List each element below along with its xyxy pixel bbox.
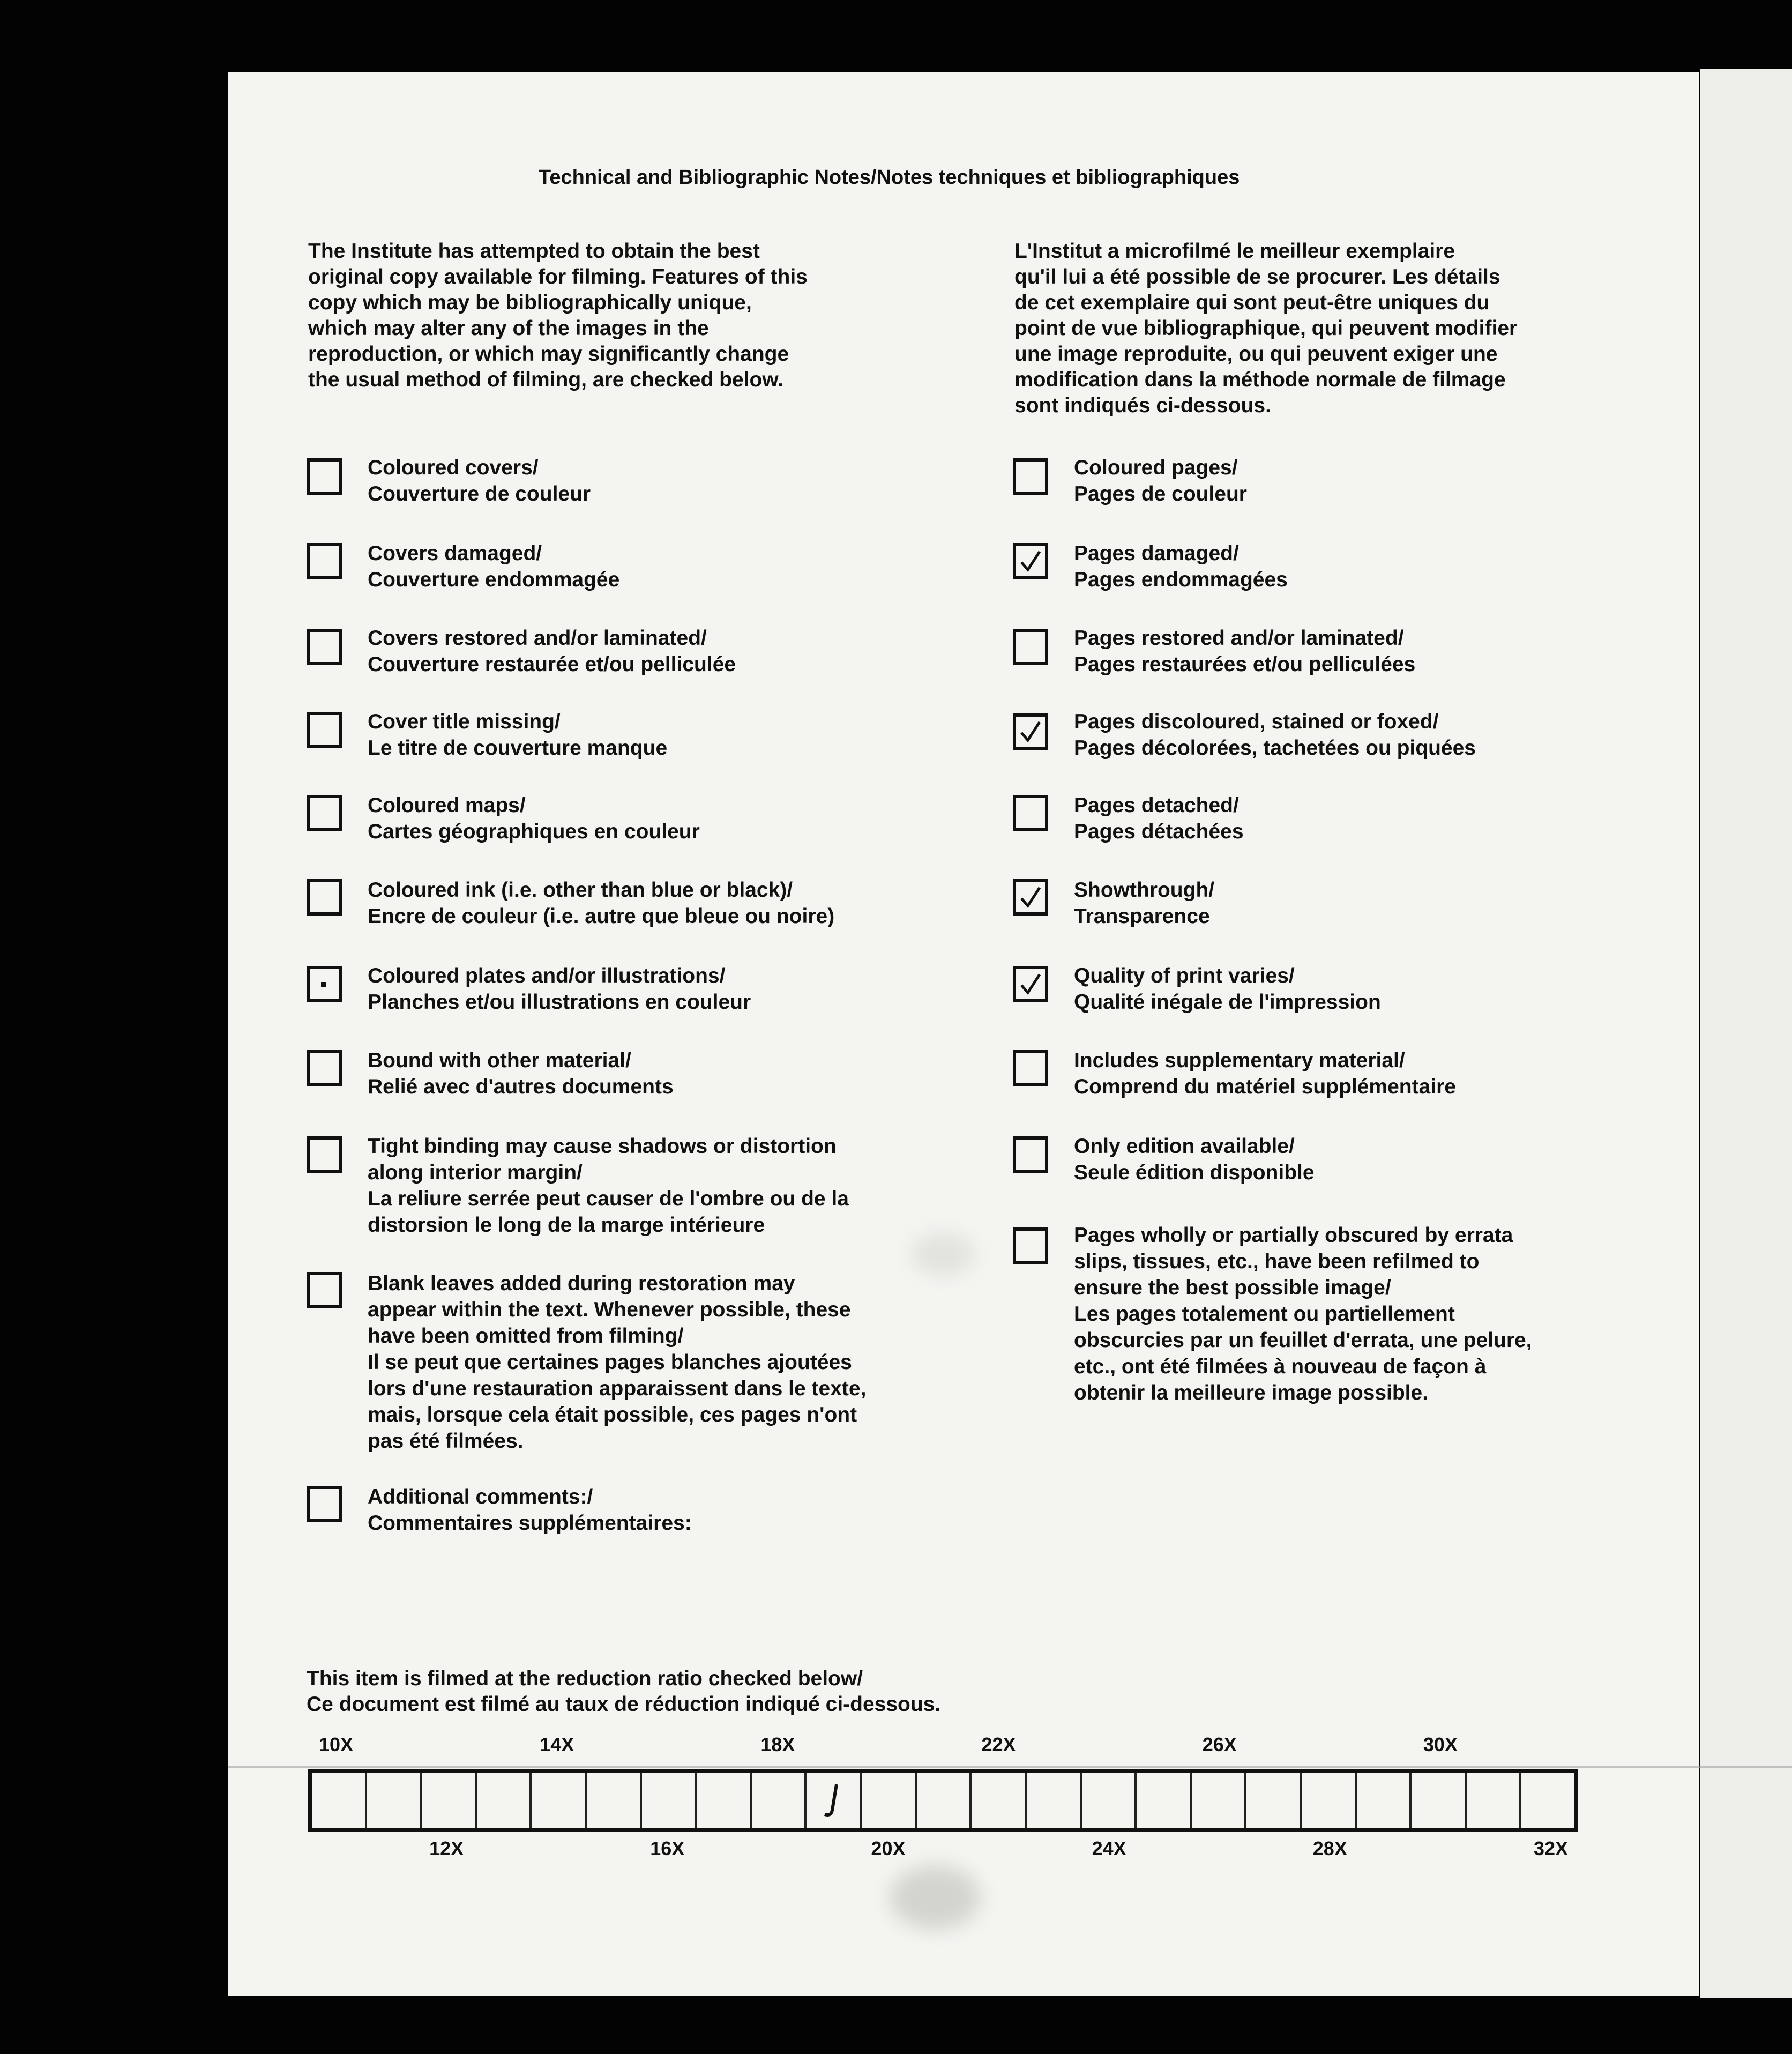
- item-line: lors d'une restauration apparaissent dans le texte,: [368, 1377, 867, 1400]
- item-line: Pages damaged/: [1074, 542, 1239, 565]
- item-line: Covers damaged/: [368, 542, 542, 565]
- checkbox[interactable]: [1013, 458, 1048, 495]
- item-line: pas été filmées.: [368, 1430, 524, 1453]
- intro-line: L'Institut a microfilmé le meilleur exemplaire: [1014, 240, 1455, 263]
- item-line: Bound with other material/: [368, 1049, 631, 1072]
- ratio-cell[interactable]: [422, 1773, 477, 1828]
- intro-line: original copy available for filming. Features of this: [308, 265, 808, 288]
- checklist-item-label: [368, 1047, 674, 1100]
- item-line: Il se peut que certaines pages blanches ajoutées: [368, 1351, 852, 1374]
- item-line: Pages detached/: [1074, 794, 1239, 817]
- checklist-item-label: [368, 455, 591, 507]
- checkbox[interactable]: [1013, 1136, 1048, 1173]
- adjacent-page-edge: [1700, 69, 1792, 1998]
- checklist-item-label: [1074, 709, 1476, 761]
- ratio-label: 22X: [981, 1733, 1016, 1755]
- item-line: mais, lorsque cela était possible, ces pages n'ont: [368, 1403, 857, 1426]
- intro-line: qu'il lui a été possible de se procurer. Les détails: [1014, 265, 1500, 288]
- intro-line: which may alter any of the images in the: [308, 317, 709, 340]
- item-line: Pages wholly or partially obscured by errata: [1074, 1224, 1513, 1247]
- ratio-cell[interactable]: [1137, 1773, 1192, 1828]
- ratio-label: 20X: [871, 1837, 906, 1859]
- checkbox-checked[interactable]: [1013, 966, 1048, 1002]
- ratio-cell[interactable]: [752, 1773, 807, 1828]
- checklist-item-label: [368, 540, 619, 593]
- checkbox[interactable]: [307, 1486, 342, 1522]
- checklist-item-label: [368, 1484, 692, 1536]
- checklist-item-label: [1074, 792, 1244, 845]
- reduction-ratio-scale: [308, 1769, 1578, 1832]
- checklist-item-label: [1074, 540, 1288, 593]
- ratio-label: 14X: [540, 1733, 574, 1755]
- ratio-cell[interactable]: [972, 1773, 1027, 1828]
- intro-french: [1014, 239, 1517, 419]
- item-line: Blank leaves added during restoration may: [368, 1272, 795, 1295]
- ratio-label: 16X: [650, 1837, 685, 1859]
- checkbox[interactable]: [307, 712, 342, 748]
- item-line: Pages discoloured, stained or foxed/: [1074, 710, 1439, 733]
- item-line: Coloured covers/: [368, 456, 539, 479]
- item-line: obtenir la meilleure image possible.: [1074, 1381, 1429, 1404]
- intro-line: copy which may be bibliographically unique,: [308, 291, 752, 314]
- ratio-cell[interactable]: [917, 1773, 972, 1828]
- item-line: Pages de couleur: [1074, 482, 1247, 505]
- checklist-item-label: [1074, 963, 1381, 1015]
- item-line: Le titre de couverture manque: [368, 736, 668, 760]
- item-line: Covers restored and/or laminated/: [368, 627, 707, 650]
- item-line: appear within the text. Whenever possible, these: [368, 1298, 851, 1321]
- item-line: Showthrough/: [1074, 879, 1215, 902]
- tick-mark-icon: [814, 1778, 846, 1826]
- item-line: Couverture endommagée: [368, 568, 620, 591]
- checkbox-checked[interactable]: [1013, 713, 1048, 750]
- item-line: Couverture restaurée et/ou pelliculée: [368, 653, 736, 676]
- checkbox[interactable]: [307, 458, 342, 495]
- checklist-item-label: [368, 625, 736, 678]
- ratio-cell[interactable]: [697, 1773, 752, 1828]
- item-line: Comprend du matériel supplémentaire: [1074, 1075, 1456, 1098]
- checklist-item-label: [368, 709, 667, 761]
- ratio-cell[interactable]: [1467, 1773, 1522, 1828]
- item-line: Pages restored and/or laminated/: [1074, 627, 1404, 650]
- ratio-label: 30X: [1423, 1733, 1458, 1755]
- checkmark-icon: [1018, 884, 1043, 910]
- checklist-item-label: [368, 877, 834, 929]
- stray-mark: [321, 982, 326, 987]
- intro-line: point de vue bibliographique, qui peuvent modifier: [1014, 317, 1518, 340]
- checkbox-checked[interactable]: [1013, 543, 1048, 579]
- checklist-item-label: [1074, 1047, 1456, 1100]
- ratio-cell[interactable]: [1521, 1773, 1574, 1828]
- item-line: Qualité inégale de l'impression: [1074, 991, 1381, 1014]
- item-line: Quality of print varies/: [1074, 964, 1295, 987]
- checklist-item-label: [368, 1133, 849, 1238]
- item-line: Pages détachées: [1074, 820, 1244, 843]
- checkmark-icon: [1018, 719, 1043, 745]
- ratio-cell[interactable]: [1302, 1773, 1357, 1828]
- checklist-item-label: [1074, 625, 1415, 678]
- item-line: obscurcies par un feuillet d'errata, une pelure,: [1074, 1329, 1532, 1352]
- item-line: Additional comments:/: [368, 1485, 593, 1508]
- ratio-cell[interactable]: [862, 1773, 917, 1828]
- checklist-item-label: [368, 792, 700, 845]
- ratio-cell[interactable]: [642, 1773, 697, 1828]
- item-line: slips, tissues, etc., have been refilmed to: [1074, 1250, 1480, 1273]
- ratio-label: 10X: [319, 1733, 354, 1755]
- reduction-line-en: This item is filmed at the reduction ratio checked below/: [307, 1667, 863, 1690]
- stain-mark: [911, 1233, 975, 1276]
- ratio-cell[interactable]: [367, 1773, 422, 1828]
- intro-line: sont indiqués ci-dessous.: [1014, 394, 1271, 417]
- checkbox[interactable]: [307, 543, 342, 579]
- checkbox[interactable]: [307, 795, 342, 831]
- ratio-label: 28X: [1312, 1837, 1347, 1859]
- intro-line: the usual method of filming, are checked below.: [308, 368, 784, 391]
- checkbox[interactable]: [307, 966, 342, 1002]
- item-line: Relié avec d'autres documents: [368, 1075, 674, 1098]
- ratio-cell[interactable]: [532, 1773, 587, 1828]
- item-line: Includes supplementary material/: [1074, 1049, 1405, 1072]
- item-line: Encre de couleur (i.e. autre que bleue ou noire): [368, 905, 835, 928]
- checkbox[interactable]: [1013, 1227, 1048, 1264]
- item-line: Couverture de couleur: [368, 482, 591, 505]
- item-line: etc., ont été filmées à nouveau de façon à: [1074, 1355, 1487, 1378]
- intro-line: de cet exemplaire qui sont peut-être uniques du: [1014, 291, 1490, 314]
- ratio-cell[interactable]: [1412, 1773, 1467, 1828]
- ratio-cell[interactable]: [587, 1773, 642, 1828]
- checklist-item-label: [1074, 877, 1214, 929]
- ratio-cell[interactable]: [1246, 1773, 1302, 1828]
- item-line: ensure the best possible image/: [1074, 1276, 1391, 1299]
- ratio-label: 24X: [1092, 1837, 1126, 1859]
- item-line: Coloured ink (i.e. other than blue or black)/: [368, 879, 793, 902]
- checkbox[interactable]: [307, 1050, 342, 1086]
- checkbox[interactable]: [1013, 795, 1048, 831]
- checklist-item-label: [1074, 1222, 1532, 1406]
- ratio-label: 18X: [760, 1733, 795, 1755]
- stain-mark: [890, 1865, 981, 1930]
- item-line: La reliure serrée peut causer de l'ombre ou de la: [368, 1187, 849, 1210]
- item-line: Coloured maps/: [368, 794, 526, 817]
- checkbox[interactable]: [307, 1272, 342, 1308]
- ratio-cell[interactable]: [807, 1773, 862, 1828]
- item-line: Only edition available/: [1074, 1135, 1295, 1158]
- item-line: Planches et/ou illustrations en couleur: [368, 991, 751, 1014]
- item-line: have been omitted from filming/: [368, 1324, 684, 1348]
- item-line: Pages restaurées et/ou pelliculées: [1074, 653, 1416, 676]
- item-line: Transparence: [1074, 905, 1210, 928]
- ratio-cell[interactable]: [312, 1773, 367, 1828]
- intro-line: une image reproduite, ou qui peuvent exiger une: [1014, 343, 1498, 366]
- ratio-label: 26X: [1202, 1733, 1237, 1755]
- checkbox[interactable]: [307, 1136, 342, 1173]
- checkbox[interactable]: [1013, 629, 1048, 665]
- checkbox-checked[interactable]: [1013, 879, 1048, 916]
- checkbox[interactable]: [1013, 1050, 1048, 1086]
- ratio-label: 32X: [1533, 1837, 1569, 1859]
- item-line: Cover title missing/: [368, 710, 561, 733]
- checkmark-icon: [1018, 548, 1043, 574]
- ratio-cell[interactable]: [1082, 1773, 1137, 1828]
- checklist-item-label: [1074, 455, 1247, 507]
- item-line: Coloured plates and/or illustrations/: [368, 964, 726, 987]
- item-line: Commentaires supplémentaires:: [368, 1512, 692, 1535]
- checkmark-icon: [1018, 971, 1043, 997]
- intro-english: [308, 239, 808, 393]
- reduction-line-fr: Ce document est filmé au taux de réduction indiqué ci-dessous.: [307, 1693, 941, 1716]
- ratio-cell[interactable]: [1027, 1773, 1082, 1828]
- ratio-cell[interactable]: [1192, 1773, 1247, 1828]
- scan-line: [228, 1766, 1792, 1768]
- checklist-item-label: [368, 1270, 866, 1454]
- ratio-cell[interactable]: [1357, 1773, 1412, 1828]
- intro-line: reproduction, or which may significantly change: [308, 343, 789, 366]
- item-line: along interior margin/: [368, 1161, 583, 1184]
- checklist-item-label: [368, 963, 751, 1015]
- ratio-label: 12X: [429, 1837, 464, 1859]
- checkbox[interactable]: [307, 879, 342, 916]
- intro-line: The Institute has attempted to obtain the best: [308, 240, 760, 263]
- item-line: Tight binding may cause shadows or distortion: [368, 1135, 837, 1158]
- ratio-cell[interactable]: [477, 1773, 532, 1828]
- item-line: Les pages totalement ou partiellement: [1074, 1303, 1455, 1326]
- checkbox[interactable]: [307, 629, 342, 665]
- item-line: Coloured pages/: [1074, 456, 1238, 479]
- page-title: Technical and Bibliographic Notes/Notes techniques et bibliographiques: [539, 166, 1240, 189]
- item-line: Pages décolorées, tachetées ou piquées: [1074, 736, 1476, 760]
- item-line: Pages endommagées: [1074, 568, 1288, 591]
- checklist-item-label: [1074, 1133, 1315, 1186]
- item-line: Cartes géographiques en couleur: [368, 820, 700, 843]
- item-line: Seule édition disponible: [1074, 1161, 1315, 1184]
- item-line: distorsion le long de la marge intérieure: [368, 1214, 765, 1237]
- intro-line: modification dans la méthode normale de filmage: [1014, 368, 1506, 391]
- reduction-note: [307, 1666, 940, 1717]
